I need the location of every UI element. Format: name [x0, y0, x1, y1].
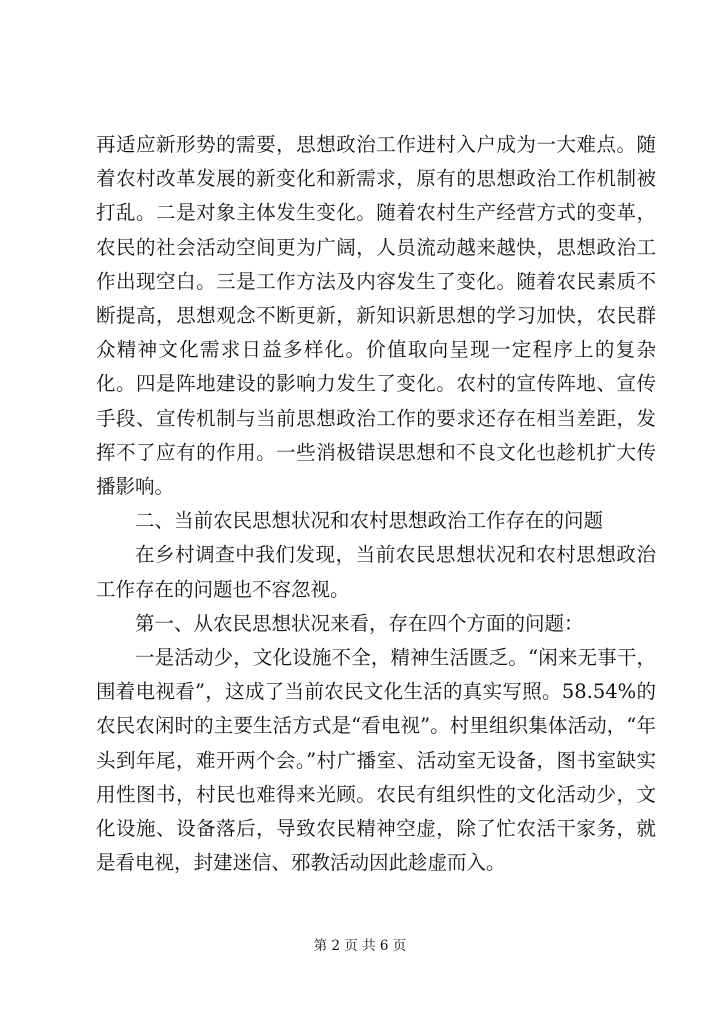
- subsection-heading: 第一、从农民思想状况来看，存在四个方面的问题：: [135, 611, 584, 635]
- paragraph-intro: 在乡村调查中我们发现，当前农民思想状况和农村思想政治工作存在的问题也不容忽视。: [96, 543, 656, 601]
- paragraph-point-one: 一是活动少，文化设施不全，精神生活匮乏。“闲来无事干，围着电视看”，这成了当前农民文化生活的真实写照。58.54%的农民农闲时的主要生活方式是“看电视”。村里组织集体活动，“年头到年尾，难开两个会。”村广播室、活动室无设备，图书室缺实用性图书，村民也难得来光顾。农民有组织性的文化活动少，文化设施、设备落后，导致农民精神空虚，除了忙农活干家务，就是看电视，封建迷信、邪教活动因此趁虚而入。: [96, 646, 656, 875]
- page-number-footer: 第 2 页 共 6 页: [313, 938, 407, 954]
- section-heading: 二、当前农民思想状况和农村思想政治工作存在的问题: [135, 509, 604, 533]
- paragraph-continuation: 再适应新形势的需要，思想政治工作进村入户成为一大难点。随着农村改革发展的新变化和新需求，原有的思想政治工作机制被打乱。二是对象主体发生变化。随着农村生产经营方式的变革，农民的社会活动空间更为广阔，人员流动越来越快，思想政治工作出现空白。三是工作方法及内容发生了变化。随着农民素质不断提高，思想观念不断更新，新知识新思想的学习加快，农民群众精神文化需求日益多样化。价值取向呈现一定程序上的复杂化。四是阵地建设的影响力发生了变化。农村的宣传阵地、宣传手段、宣传机制与当前思想政治工作的要求还存在相当差距，发挥不了应有的作用。一些消极错误思想和不良文化也趁机扩大传播影响。: [96, 133, 656, 499]
- document-body: [96, 128, 656, 880]
